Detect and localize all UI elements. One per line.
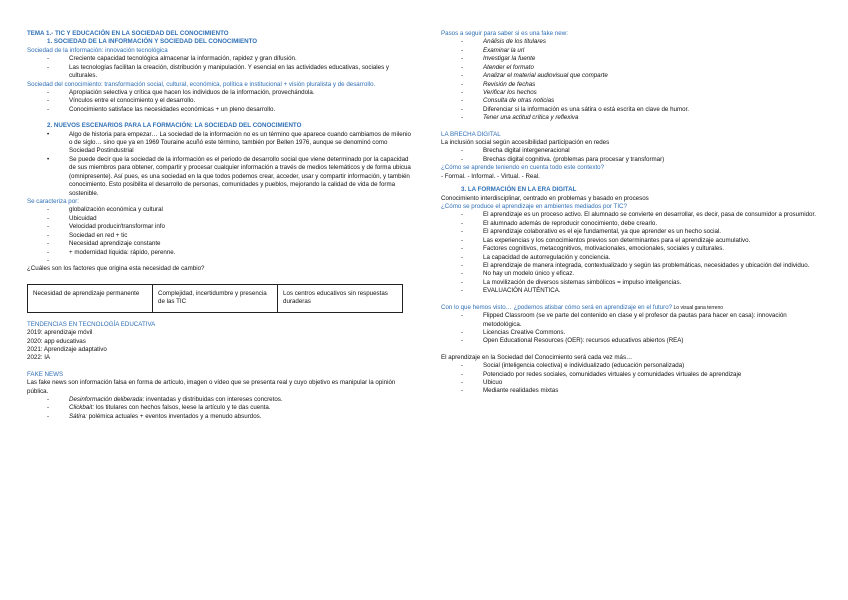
- fake-news-steps-list: [441, 38, 825, 122]
- knowledge-society-heading: Sociedad del conocimiento: transformación social, cultural, económica, política e institucional + visión pluralista y de desarrollo.: [27, 80, 376, 88]
- list-item: - Ubicuo: [441, 379, 825, 387]
- list-item: - + modernidad líquida: rápido, perenne.: [27, 249, 411, 257]
- info-society-heading: Sociedad de la información: innovación tecnológica: [27, 46, 168, 54]
- future-note: Lo visual gana terreno: [672, 304, 724, 311]
- trend-item: 2021: Aprendizaje adaptativo: [27, 345, 107, 353]
- table-cell: Los centros educativos sin respuestas duraderas: [278, 284, 403, 312]
- factors-table: [27, 284, 403, 313]
- definition: polémica actuales + eventos inventados y a menudo absurdos.: [86, 412, 262, 420]
- term: Sátira:: [69, 412, 87, 420]
- section-3-heading: 3. LA FORMACIÓN EN LA ERA DIGITAL: [461, 186, 577, 194]
- section-1-heading: 1. SOCIEDAD DE LA INFORMACIÓN Y SOCIEDAD DEL CONOCIMIENTO: [47, 38, 258, 46]
- future-list: [441, 312, 825, 346]
- list-item: [27, 413, 411, 421]
- list-item: - EVALUACIÓN AUTÉNTICA.: [441, 287, 825, 295]
- list-item: - Atender el formato: [441, 64, 825, 72]
- digital-gap-list: [441, 147, 825, 164]
- list-item: - Diferenciar si la información es una sátira o está escrita en clave de humor.: [441, 106, 825, 114]
- characteristics-list: [27, 206, 411, 265]
- list-item: - Open Educational Resources (OER): recursos educativos abiertos (REA): [441, 337, 825, 345]
- knowledge-society-list: [27, 89, 411, 114]
- left-column: [27, 30, 411, 421]
- digital-gap-heading: LA BRECHA DIGITAL: [441, 130, 501, 138]
- list-item: - Licencias Creative Commons.: [441, 329, 825, 337]
- trend-item: 2020: app educativas: [27, 337, 86, 345]
- list-item: - globalización económica y cultural: [27, 206, 411, 214]
- list-item: • Algo de historia para empezar… La sociedad de la información no es un término que aparece cuando cambiamos de milenio o de siglo… sino que ya en 1969 Touraine acuñó este término, también por Bellen 1976, aunque se denominó como Sociedad Postindustrial: [27, 131, 411, 156]
- term: Clickbait:: [69, 404, 95, 412]
- list-item: - Las experiencias y los conocimientos previos son determinantes para el aprendizaje acumulativo.: [441, 237, 825, 245]
- list-item: - Investigar la fuente: [441, 55, 825, 63]
- table-cell: Complejidad, incertidumbre y presencia de las TIC: [153, 284, 278, 312]
- trend-item: 2019: aprendizaje móvil: [27, 329, 93, 337]
- list-item: - Creciente capacidad tecnológica almacenar la información, rapidez y gran difusión.: [27, 55, 411, 63]
- list-item: • Se puede decir que la sociedad de la información es el periodo de desarrollo social que viene determinado por la capacidad de sus miembros para obtener, compartir y procesar cualquier información a través de medios telemáticos y de forma ubicua (omnipresente). Así pues, es una sociedad en la que todos podemos crear, acceder, usar y compartir información, y también conocimiento. Esto posibilita el desarrollo de personas, comunidades y pueblos, mejorando la calidad de vida de forma sostenible.: [27, 156, 411, 198]
- table-cell: Necesidad de aprendizaje permanente: [28, 284, 153, 312]
- list-item: - El aprendizaje de manera integrada, contextualizado y según las problemáticas, necesidades y ubicación del individuo.: [441, 262, 825, 270]
- characteristics-heading: Se caracteriza por:: [27, 198, 79, 206]
- list-item: - Brecha digital intergeneracional: [441, 147, 825, 155]
- list-item: - Sociedad en red + tic: [27, 232, 411, 240]
- future-question: Con lo que hemos visto… ¿podemos atisbar cómo será en aprendizaje en el futuro?: [441, 303, 673, 311]
- list-item: - Potenciado por redes sociales, comunidades virtuales y comunidades virtuales de aprendizaje: [441, 371, 825, 379]
- trends-heading: TENDENCIAS EN TECNOLOGÍA EDUCATIVA: [27, 320, 156, 328]
- list-item: - Verificar los hechos: [441, 89, 825, 97]
- trend-item: 2022: IA: [27, 354, 51, 362]
- list-item: [27, 404, 411, 412]
- list-item: - Examinar la url: [441, 47, 825, 55]
- section-3-list: [441, 211, 825, 295]
- list-item: - Consulta de otras noticias: [441, 97, 825, 105]
- list-item: - Vínculos entre el conocimiento y el desarrollo.: [27, 97, 411, 105]
- future-question-line: [441, 304, 825, 312]
- list-item: - Analizar el material audiovisual que comparte: [441, 72, 825, 80]
- fake-news-types-list: [27, 396, 411, 421]
- list-item: - No hay un modelo único y eficaz.: [441, 270, 825, 278]
- section-2-heading: 2. NUEVOS ESCENARIOS PARA LA FORMACIÓN: LA SOCIEDAD DEL CONOCIMIENTO: [47, 122, 302, 130]
- list-item: - Tener una actitud crítica y reflexiva: [441, 114, 825, 122]
- definition: inventadas y distribuidas con intereses concretos.: [144, 396, 283, 404]
- final-list: [441, 362, 825, 396]
- list-item: - Conocimiento satisface las necesidades económicas + un pleno desarrollo.: [27, 106, 411, 114]
- list-item: - Flipped Classroom (se ve parte del contenido en clase y el profesor da pautas para hacer en casa): innovación metodológica.: [441, 312, 825, 329]
- right-column: [441, 30, 825, 396]
- change-factors-question: ¿Cuáles son los factores que origina esta necesidad de cambio?: [27, 265, 205, 273]
- list-item: [27, 257, 411, 265]
- list-item: - Mediante realidades mixtas: [441, 387, 825, 395]
- digital-gap-intro: La inclusión social según accesibilidad participación en redes: [441, 139, 610, 147]
- list-item: - La capacidad de autorregulación y conciencia.: [441, 254, 825, 262]
- term: Desinformación deliberada:: [69, 396, 145, 404]
- fake-news-heading: FAKE NEWS: [27, 370, 64, 378]
- doc-title: TEMA 1.- TIC Y EDUCACIÓN EN LA SOCIEDAD DEL CONOCIMIENTO: [27, 30, 229, 37]
- learning-answer: - Formal. - Informal. - Virtual. - Real.: [441, 172, 540, 180]
- list-item: - El alumnado además de reproducir conocimiento, debe crearlo.: [441, 220, 825, 228]
- list-item: - Análisis de los titulares: [441, 38, 825, 46]
- list-item: - Apropiación selectiva y crítica que hacen los individuos de la información, provechándola.: [27, 89, 411, 97]
- list-item: [27, 396, 411, 404]
- definition: los titulares con hechos falsos, leese la artículo y te das cuenta.: [94, 404, 271, 412]
- list-item: - Social (inteligencia colectiva) e individualizado (educación personalizada): [441, 362, 825, 370]
- list-item: - Ubicuidad: [27, 215, 411, 223]
- section-3-intro: Conocimiento interdisciplinar, centrado en problemas y basado en procesos: [441, 194, 649, 202]
- info-society-list: [27, 55, 411, 80]
- list-item: - Velocidad producir/transformar info: [27, 223, 411, 231]
- list-item: - La movilización de diversos sistemas simbólicos = impulso inteligencias.: [441, 279, 825, 287]
- list-item: - Revisión de fechas: [441, 81, 825, 89]
- section-2-list: [27, 131, 411, 198]
- list-item: - Factores cognitivos, metacognitivos, motivacionales, emocionales, sociales y culturales.: [441, 245, 825, 253]
- list-item: - Necesidad aprendizaje constante: [27, 240, 411, 248]
- fake-news-steps-heading: Pasos a seguir para saber si es una fake new:: [441, 30, 568, 37]
- list-item: - Las tecnologías facilitan la creación, distribución y manipulación. Y esencial en las actividades educativas, sociales y culturales.: [27, 64, 411, 81]
- section-3-question: ¿Cómo se produce el aprendizaje en ambientes mediados por TIC?: [441, 203, 627, 211]
- list-item: - El aprendizaje es un proceso activo. El alumnado se convierte en desarrollar, es decir, pasa de consumidor a prosumidor.: [441, 211, 825, 219]
- fake-news-intro: Las fake news son información falsa en forma de artículo, imagen o vídeo que se presenta real y cuyo objetivo es manipular la opinión pública.: [27, 379, 396, 395]
- learning-question: ¿Cómo se aprende teniendo en cuenta todo este contexto?: [441, 164, 605, 172]
- list-item: - Brechas digital cognitiva. (problemas para procesar y transformar): [441, 156, 825, 164]
- list-item: - El aprendizaje colaborativo es el eje fundamental, ya que aprender es un hecho social.: [441, 228, 825, 236]
- final-intro: El aprendizaje en la Sociedad del Conocimiento será cada vez más…: [441, 353, 633, 361]
